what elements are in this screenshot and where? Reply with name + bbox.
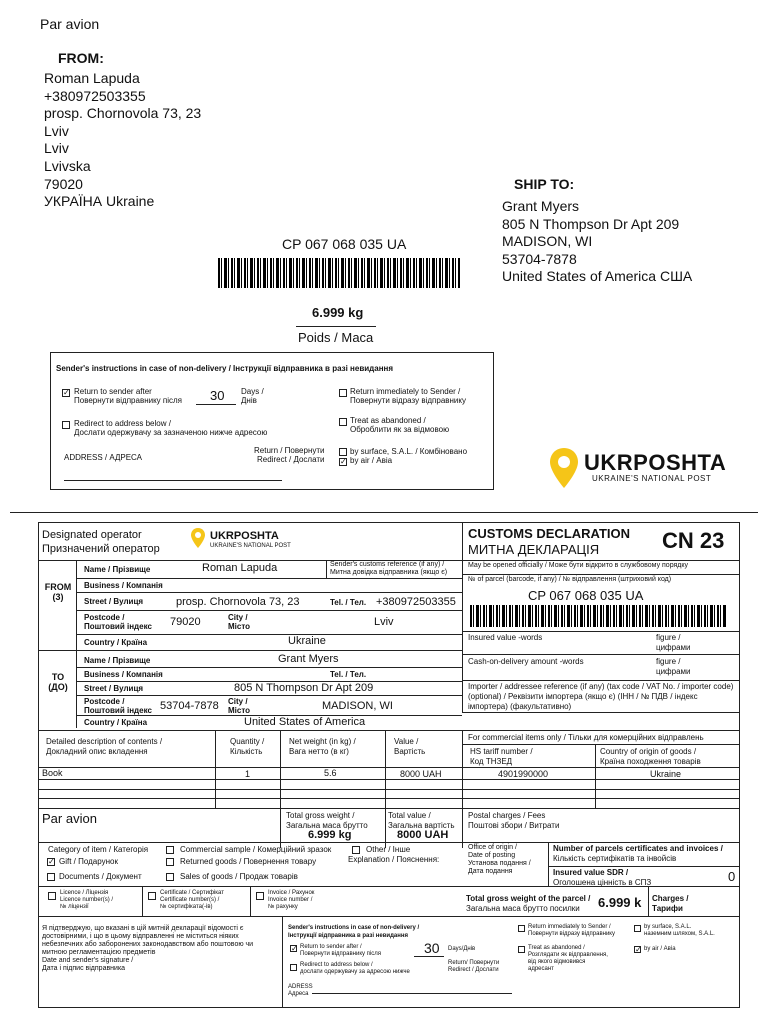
row-line	[76, 592, 462, 593]
row-line	[462, 680, 740, 681]
row-line	[76, 695, 462, 696]
bottom-surface-checkbox[interactable]	[634, 925, 641, 932]
bottom-surface-label: by surface, S.A.L. наземним шляхом, S.A.L.	[644, 924, 715, 937]
certificate-checkbox[interactable]	[148, 892, 156, 900]
certs-label: Number of parcels certificates and invoices /	[553, 844, 723, 853]
insured-figure: figure / цифрами	[656, 633, 691, 652]
return-after-label: Return to sender after Повернути відправнику після	[74, 387, 183, 405]
redirect-label: Redirect to address below / Дослати одержувачу за зазначеною нижче адресою	[74, 419, 268, 437]
licence-label: Licence / Ліцензія Licence number(s) / № ліцензії	[60, 890, 114, 910]
return-immediately-label: Return immediately to Sender / Повернути відразу відправнику	[350, 387, 466, 405]
row-line	[38, 730, 740, 731]
cn23-tracking: CP 067 068 035 UA	[528, 588, 644, 603]
net-weight-header: Net weight (in kg) / Вага нетто (в кг)	[289, 737, 356, 756]
opened-officially: May be opened officially / Може бути відкрито в службовому порядку	[468, 562, 689, 569]
office-origin: Office of origin / Date of posting Установа подання / Дата подання	[468, 844, 531, 875]
col-divider	[142, 886, 143, 916]
invoice-label: Invoice / Рахунок Invoice number / № рахунку	[268, 890, 315, 910]
ukrposhta-logo-icon	[548, 446, 580, 490]
bottom-return-immediately-label: Return immediately to Sender / Повернути відразу відправнику	[528, 924, 615, 937]
other-label: Other / Інше	[366, 845, 411, 854]
from-section-label: FROM (3)	[44, 582, 72, 602]
brand-name: UKRPOSHTA	[584, 450, 727, 475]
tracking-number: CP 067 068 035 UA	[282, 236, 407, 252]
sender-line: Roman Lapuda	[44, 70, 140, 86]
sender-street-label: Street / Вулиця	[84, 597, 144, 606]
bottom-return-after-checkbox[interactable]: ✓	[291, 944, 298, 953]
certs-label-ua: Кількість сертифікатів та інвойсів	[553, 854, 677, 863]
row-line	[38, 650, 462, 651]
insured-sdr-label-ua: Оголошена цінність в СПЗ	[553, 878, 652, 887]
insured-sdr-label: Insured value SDR /	[553, 868, 629, 877]
sender-line: УКРАЇНА Ukraine	[44, 193, 155, 210]
bottom-instructions-title: Sender's instructions in case of non-delivery / Інструкції відправника в разі невидання	[288, 925, 420, 939]
gift-checkbox[interactable]: ✓	[48, 857, 55, 866]
cn23-sender-tel: +380972503355	[376, 596, 456, 608]
cn23-sender-street: prosp. Chornovola 73, 23	[176, 596, 300, 608]
row-line	[76, 634, 462, 635]
value-header: Value / Вартість	[394, 737, 426, 756]
cod-figure: figure / цифрами	[656, 657, 691, 676]
bottom-return-after-label: Return to sender after / Повернути відправнику після	[300, 944, 382, 957]
cn23-sender-postcode: 79020	[170, 616, 201, 628]
customs-ref-divider	[326, 560, 327, 578]
row-line	[38, 916, 740, 917]
abandoned-label: Treat as abandoned / Оброблити як за відмовою	[350, 416, 450, 434]
recipient-address	[502, 198, 692, 286]
row-line	[38, 842, 740, 843]
designated-operator: Designated operator Призначений оператор	[42, 529, 160, 555]
invoice-checkbox[interactable]	[256, 892, 264, 900]
cn23-recipient-street: 805 N Thompson Dr Apt 209	[234, 682, 374, 694]
sender-tel-label: Tel. / Тел.	[330, 598, 367, 607]
total-gross-label: Total gross weight / Загальна маса брутто	[286, 811, 368, 830]
total-value-value: 8000 UAH	[397, 829, 449, 841]
origin-header: Country of origin of goods / Країна походження товарів	[600, 747, 701, 766]
return-redirect-label: Return / Повернути Redirect / Дослати	[254, 446, 325, 464]
cn23-sender-name: Roman Lapuda	[202, 562, 278, 574]
declaration-text: Я підтверджую, що вказані в цій митній декларації відомості є достовірними, і що в цьому відправленні не міститься ніяких небезпечних або заборонених законодавством або поштовою чи митною регламентацією предметів Date and sender's signature / Дата і підпис відправника	[42, 925, 254, 972]
bottom-redirect-label: Redirect to address below / дослати одержувачу за адресою нижче	[300, 962, 410, 975]
hs-tariff-header: HS tariff number / Код ТНЗЕД	[470, 747, 533, 766]
weight-divider	[296, 326, 376, 327]
row-line	[38, 798, 740, 799]
commercial-sample-label: Commercial sample / Комерційний зразок	[180, 845, 332, 854]
recipient-line: Grant Myers	[502, 198, 580, 214]
item-value: 8000 UAH	[400, 769, 442, 779]
parcel-no-label: № of parcel (barcode, if any) / № відправлення (штриховий код)	[468, 576, 672, 583]
category-label: Category of item / Категорія	[48, 845, 149, 854]
importer-ref: Importer / addressee reference (if any) (tax code / VAT No. / importer code) (optional) / Реквізити імпортера (якщо є) (ІНН / № ПДВ / індекс імпортера) (факультативно)	[468, 682, 734, 711]
sales-goods-label: Sales of goods / Продаж товарів	[180, 872, 298, 881]
to-section-label: TO (ДО)	[48, 672, 68, 692]
redirect-checkbox[interactable]	[62, 421, 70, 429]
recipient-name-label: Name / Прізвище	[84, 656, 151, 665]
sender-line: Lviv	[44, 140, 69, 157]
bottom-abandoned-checkbox[interactable]	[518, 946, 525, 953]
bottom-redirect-checkbox[interactable]	[290, 964, 297, 971]
recipient-city-label: City / Місто	[228, 697, 251, 715]
weight-value: 6.999 kg	[312, 305, 364, 320]
sender-country-label: Country / Країна	[84, 638, 148, 647]
surface-checkbox[interactable]	[339, 448, 347, 456]
sender-line: Lviv	[44, 122, 69, 139]
charges-label: Charges / Тарифи	[652, 894, 689, 913]
item-hs: 4901990000	[498, 769, 549, 779]
row-line	[38, 808, 740, 809]
cn23-recipient-city: MADISON, WI	[322, 700, 393, 712]
address-line	[64, 480, 282, 481]
sender-name-label: Name / Прізвище	[84, 565, 151, 574]
bottom-days-label: Days/Днів	[448, 946, 476, 952]
cn23-sender-country: Ukraine	[288, 635, 326, 647]
row-line	[76, 667, 462, 668]
recipient-postcode-label: Postcode / Поштовий індекс	[84, 697, 152, 715]
row-line	[38, 779, 740, 780]
returned-goods-label: Returned goods / Повернення товару	[180, 857, 317, 866]
sender-line: Lvivska	[44, 157, 91, 174]
header-divider	[462, 522, 463, 712]
total-gross-parcel-label: Total gross weight of the parcel /	[466, 894, 591, 903]
quantity-header: Quantity / Кількість	[230, 737, 265, 756]
ship-to-heading: SHIP TO:	[514, 176, 575, 192]
instructions-title: Sender's instructions in case of non-delivery / Інструкції відправника в разі невидання	[56, 364, 394, 373]
col-divider	[648, 886, 649, 916]
explanation-label: Explanation / Пояснення:	[348, 855, 440, 864]
ukrposhta-small-logo-icon	[190, 527, 206, 549]
commercial-sample-checkbox[interactable]	[166, 846, 174, 854]
sender-line: prosp. Chornovola 73, 23	[44, 105, 202, 122]
bottom-address-line	[312, 993, 512, 994]
days-underline	[196, 404, 236, 405]
cn23-recipient-country: United States of America	[244, 716, 366, 728]
item-desc: Book	[42, 768, 63, 778]
total-gross-parcel-label-ua: Загальна маса брутто посилки	[466, 904, 580, 913]
small-brand-tagline: UKRAINE'S NATIONAL POST	[210, 543, 291, 549]
detailed-desc-header: Detailed description of contents / Докладний опис вкладення	[46, 737, 163, 756]
cn23-barcode	[470, 605, 726, 627]
licence-checkbox[interactable]	[48, 892, 56, 900]
small-brand-name: UKRPOSHTA	[210, 530, 279, 542]
documents-label: Documents / Документ	[59, 872, 142, 881]
col-divider	[215, 730, 216, 808]
cn23-par-avion: Par avion	[42, 811, 97, 826]
bottom-days-value: 30	[424, 940, 440, 956]
sales-goods-checkbox[interactable]	[166, 873, 174, 881]
returned-goods-checkbox[interactable]	[166, 858, 174, 866]
recipient-line: 805 N Thompson Dr Apt 209	[502, 215, 680, 232]
sender-business-label: Business / Компанія	[84, 581, 163, 590]
sender-postcode-label: Postcode / Поштовий індекс	[84, 613, 152, 631]
row-line	[462, 744, 740, 745]
bottom-air-checkbox[interactable]: ✓	[635, 945, 642, 954]
recipient-line: United States of America США	[502, 268, 693, 285]
recipient-country-label: Country / Країна	[84, 718, 148, 727]
row-line	[462, 631, 740, 632]
insured-sdr-value: 0	[728, 869, 736, 884]
bottom-air-label: by air / Авіа	[644, 946, 676, 952]
air-checkbox[interactable]: ✓	[340, 457, 347, 466]
row-line	[462, 654, 740, 655]
surface-air-label: by surface, S.A.L. / Комбіновано by air / Авіа	[350, 447, 468, 465]
row-line	[76, 610, 462, 611]
cod-amount: Cash-on-delivery amount -words	[468, 657, 584, 666]
row-line	[38, 767, 740, 768]
customs-title: CUSTOMS DECLARATION	[468, 526, 631, 541]
insured-value-words: Insured value -words	[468, 633, 543, 642]
recipient-line: MADISON, WI	[502, 233, 593, 250]
total-value-label: Total value / Загальна вартість	[388, 811, 455, 830]
tracking-barcode	[218, 258, 460, 288]
return-after-checkbox[interactable]: ✓	[63, 388, 70, 397]
total-gross-parcel-value: 6.999 k	[598, 895, 642, 910]
cn23-recipient-postcode: 53704-7878	[160, 700, 219, 712]
recipient-tel-label: Tel. / Тел.	[330, 670, 367, 679]
sender-city-label: City / Місто	[228, 613, 251, 631]
from-heading: FROM:	[58, 50, 104, 66]
return-immediately-checkbox[interactable]	[339, 389, 347, 397]
col-divider	[250, 886, 251, 916]
documents-checkbox[interactable]	[47, 873, 55, 881]
col-divider	[548, 842, 549, 886]
certificate-label: Certificate / Сертифікат Certificate number(s) / № сертифіката(-ів)	[160, 890, 224, 910]
postal-charges-label: Postal charges / Fees Поштові збори / Витрати	[468, 811, 560, 830]
row-line	[38, 789, 740, 790]
row-line	[38, 886, 740, 887]
recipient-street-label: Street / Вулиця	[84, 684, 144, 693]
recipient-line: 53704-7878	[502, 250, 577, 267]
row-line	[462, 574, 740, 575]
row-line	[548, 866, 740, 867]
from-col-divider	[76, 560, 77, 728]
gift-label: Gift / Подарунок	[59, 857, 118, 866]
sender-line: +380972503355	[44, 87, 146, 104]
cn23-recipient-name: Grant Myers	[278, 653, 339, 665]
bottom-abandoned-label: Treat as abandoned / Розглядати як відправлення, від якого відмовився адресант	[528, 945, 608, 972]
commercial-only: For commercial items only / Тільки для комерційних відправлень	[468, 733, 704, 742]
row-line	[76, 578, 462, 579]
par-avion-label: Par avion	[40, 16, 100, 32]
col-divider	[282, 916, 283, 1008]
bottom-address-label: ADRESS Адреса	[288, 984, 313, 997]
recipient-business-label: Business / Компанія	[84, 670, 163, 679]
row-line	[462, 712, 740, 713]
cn23-code: CN 23	[662, 528, 725, 553]
bottom-days-underline	[414, 956, 444, 957]
address-label: ADDRESS / АДРЕСА	[64, 453, 142, 462]
weight-label: Poids / Маса	[298, 330, 374, 345]
abandoned-checkbox[interactable]	[339, 418, 347, 426]
label-separator	[10, 512, 758, 513]
item-qty: 1	[245, 769, 251, 779]
days-label: Days / Днів	[241, 387, 264, 405]
sender-line: 79020	[44, 175, 83, 192]
cn23-sender-city: Lviv	[374, 616, 394, 628]
other-checkbox[interactable]	[352, 846, 360, 854]
customs-title-ua: МИТНА ДЕКЛАРАЦІЯ	[468, 542, 600, 557]
bottom-return-immediately-checkbox[interactable]	[518, 925, 525, 932]
days-value: 30	[210, 388, 225, 403]
item-weight: 5.6	[324, 768, 337, 778]
total-gross-value: 6.999 kg	[308, 829, 352, 841]
customs-ref: Sender's customs reference (if any) / Митна довідка відправника (якщо є)	[330, 561, 448, 576]
sender-address	[44, 70, 201, 211]
bottom-return-redirect-label: Return/ Повернути Redirect / Дослати	[448, 960, 500, 973]
brand-tagline: UKRAINE'S NATIONAL POST	[592, 474, 712, 483]
item-origin: Ukraine	[650, 769, 682, 779]
